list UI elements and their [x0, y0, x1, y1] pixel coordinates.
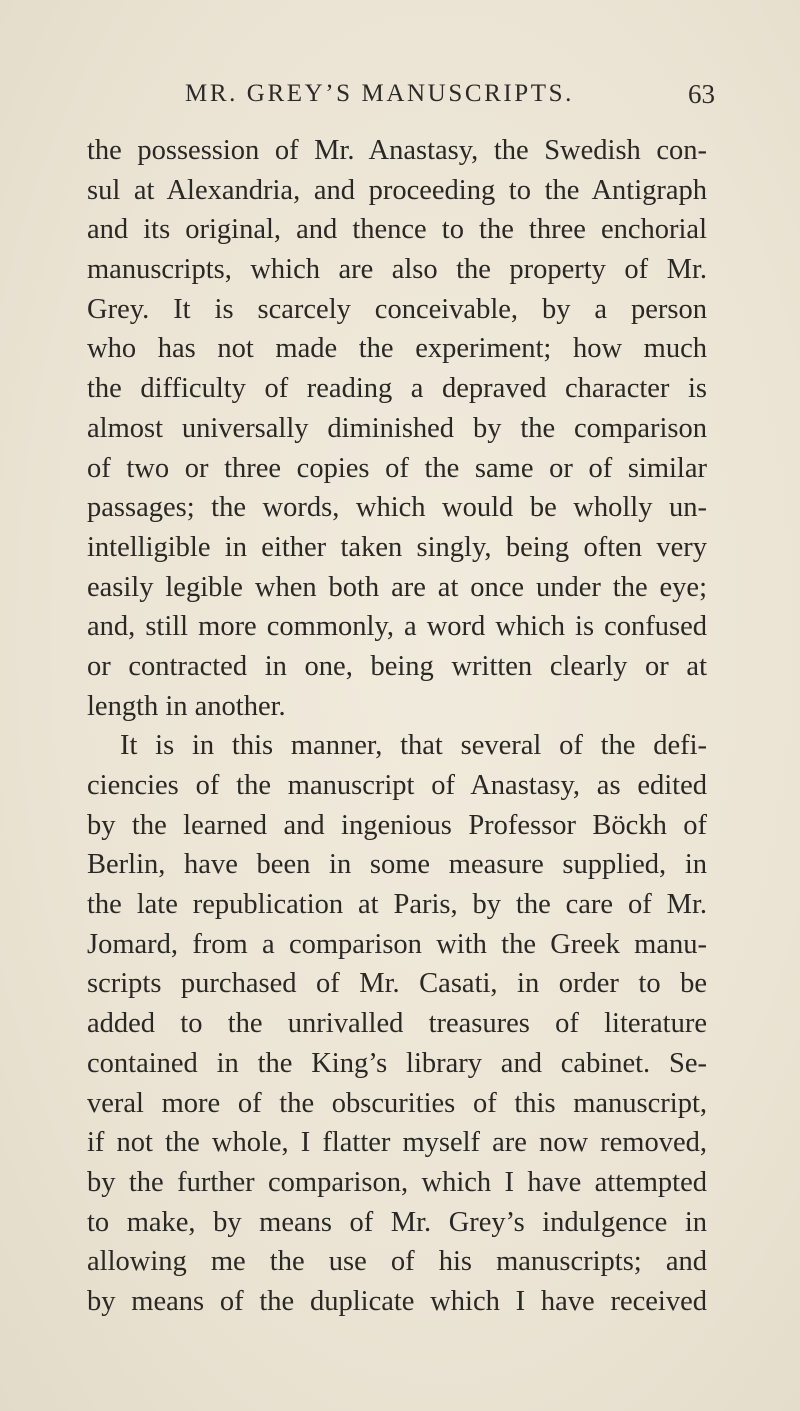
text-line: by the learned and ingenious Professor Böckh of [87, 809, 707, 841]
running-head [185, 74, 715, 114]
text-line: passages; the words, which would be wholly un- [87, 492, 707, 524]
text-line: and, still more commonly, a word which is confused [87, 611, 707, 643]
text-line: Jomard, from a comparison with the Greek manu- [87, 928, 707, 960]
text-line: the possession of Mr. Anastasy, the Swedish con- [87, 135, 707, 166]
text-line: and its original, and thence to the three enchorial [87, 214, 707, 246]
text-line: length in another. [87, 690, 286, 722]
text-line: almost universally diminished by the comparison [87, 412, 707, 444]
text-line: ciencies of the manuscript of Anastasy, as edited [87, 770, 707, 801]
text-line: allowing me the use of his manuscripts; and [87, 1246, 707, 1278]
text-line: contained in the King’s library and cabinet. Se- [87, 1047, 707, 1079]
text-line: manuscripts, which are also the property of Mr. [87, 254, 707, 286]
text-line: or contracted in one, being written clearly or at [87, 650, 707, 682]
text-line: the late republication at Paris, by the care of Mr. [87, 889, 707, 921]
text-line: to make, by means of Mr. Grey’s indulgence in [87, 1206, 707, 1238]
text-line: Berlin, have been in some measure supplied, in [87, 849, 707, 881]
body-text [87, 131, 707, 1322]
text-line: the difficulty of reading a depraved character is [87, 373, 707, 405]
text-line: sul at Alexandria, and proceeding to the Antigraph [87, 174, 707, 206]
page-number: 63 [688, 79, 715, 109]
text-line: intelligible in either taken singly, being often very [87, 531, 707, 563]
text-line: by the further comparison, which I have attempted [87, 1166, 707, 1198]
text-line: easily legible when both are at once under the eye; [87, 571, 707, 603]
running-head-title: MR. GREY’S MANUSCRIPTS. [185, 80, 575, 107]
text-line: scripts purchased of Mr. Casati, in order to be [87, 968, 707, 1000]
text-line: of two or three copies of the same or of similar [87, 452, 707, 484]
text-line: added to the unrivalled treasures of literature [87, 1008, 707, 1040]
text-line: if not the whole, I flatter myself are now removed, [87, 1127, 707, 1159]
text-line: who has not made the experiment; how much [87, 333, 707, 365]
text-line: by means of the duplicate which I have received [87, 1285, 707, 1317]
text-line: veral more of the obscurities of this manuscript, [87, 1087, 707, 1119]
text-line: Grey. It is scarcely conceivable, by a person [87, 293, 707, 325]
text-line: It is in this manner, that several of the defi- [120, 730, 707, 762]
